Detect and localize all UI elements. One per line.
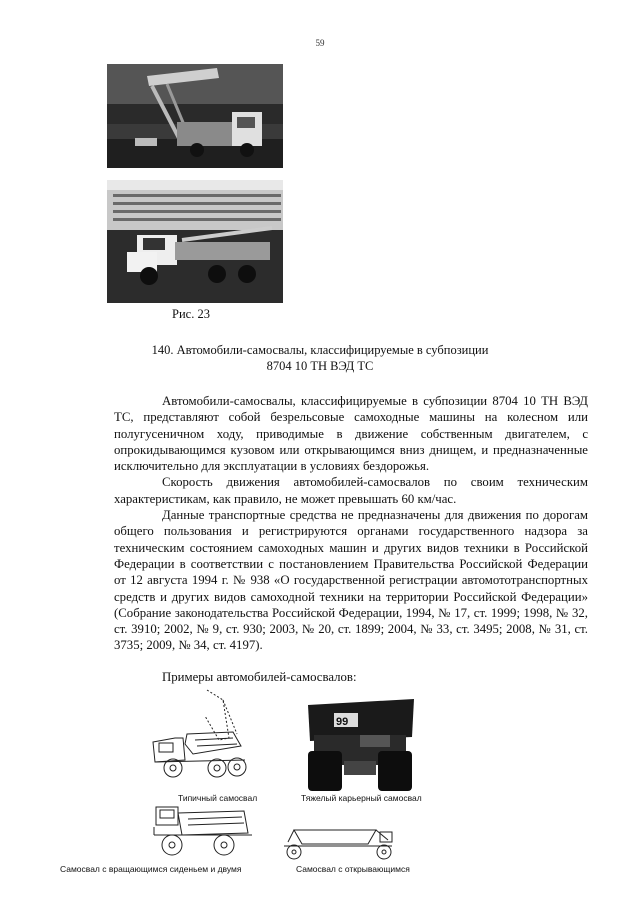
examples-label: Примеры автомобилей-самосвалов: xyxy=(162,670,357,684)
section-heading-line-2: 8704 10 ТН ВЭД ТС xyxy=(266,359,374,373)
paragraph-3: Данные транспортные средства не предназначены для движения по дорогам общего пользования и регистрируются органами государственного надзора за техническим состоянием самоходных машин и других видов техники в Российской Федерации в соответствии с постановлением Правительства Российской Федерации от 12 августа 1994 г. № 938 «О государственной регистрации автомототранспортных средств и других видов самоходной техники на территории Российской Федерации» (Собрание законодательства Российской Федерации, 1994, № 17, ст. 1999; 1998, № 32, ст. 3910; 2002, № 9, ст. 930; 2003, № 20, ст. 1899; 2004, № 33, ст. 3495; 2008, № 31, ст. 3735; 2009, № 34, ст. 4197). xyxy=(114,508,588,653)
caption-heavy-mining-dump-truck: Тяжелый карьерный самосвал xyxy=(301,793,422,803)
drawing-heavy-mining-dump-truck xyxy=(300,695,418,795)
figure-caption: Рис. 23 xyxy=(172,307,210,321)
drawing-typical-dump-truck xyxy=(145,688,285,788)
paragraph-1: Автомобили-самосвалы, классифицируемые в субпозиции 8704 10 ТН ВЭД ТС, представляют собой безрельсовые самоходные машины на колесном или полугусеничном ходу, приводимые в движение собственным двигателем, с опрокидывающимся кузовом или открывающимся вниз днищем, и предназначенные исключительно для эксплуатации в условиях бездорожья. xyxy=(114,394,588,474)
drawing-swivel-seat-dump-truck xyxy=(148,805,258,861)
svg-text:99: 99 xyxy=(336,716,349,728)
photo-aerial-platform-truck-raised xyxy=(107,64,283,168)
caption-typical-dump-truck: Типичный самосвал xyxy=(178,793,258,803)
paragraph-2: Скорость движения автомобилей-самосвалов по своим техническим характеристикам, как правило, не может превышать 60 км/час. xyxy=(114,475,588,506)
caption-swivel-seat-dump-truck: Самосвал с вращающимся сиденьем и двумя xyxy=(60,864,242,874)
section-heading xyxy=(0,342,640,374)
photo-aerial-platform-truck-building xyxy=(107,180,283,303)
page-number: 59 xyxy=(315,38,325,48)
drawing-bottom-dump-truck xyxy=(280,822,398,862)
body-text xyxy=(114,393,588,654)
section-heading-line-1: 140. Автомобили-самосвалы, классифицируемые в субпозиции xyxy=(151,343,489,357)
caption-bottom-dump-truck: Самосвал с открывающимся xyxy=(296,864,410,874)
